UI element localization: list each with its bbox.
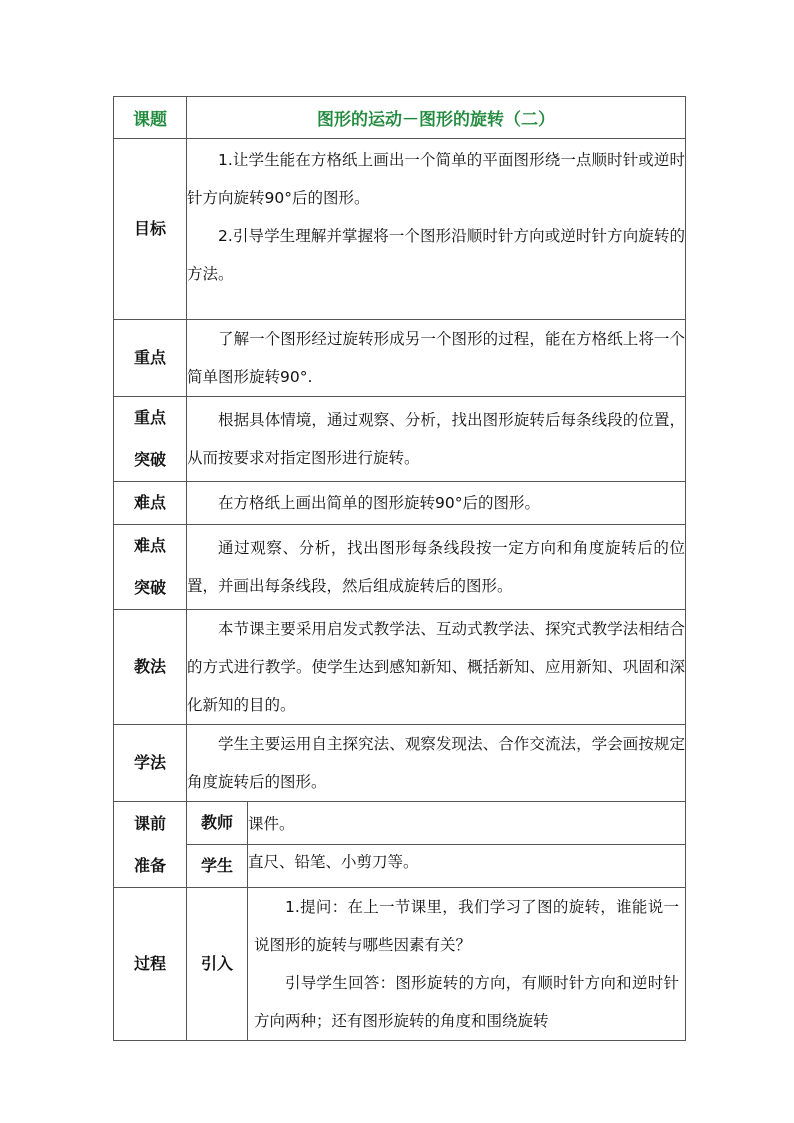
lesson-title: 图形的运动－图形的旋转（二） (187, 97, 686, 139)
prep-label: 课前 准备 (114, 802, 187, 888)
process-item-2: 引导学生回答：图形旋转的方向，有顺时针方向和逆时针方向两种；还有图形旋转的角度和围绕旋转 (254, 974, 679, 1030)
key-row (114, 320, 686, 397)
difficulty-label: 难点 (114, 482, 187, 525)
student-label: 学生 (187, 845, 248, 888)
title-row (114, 97, 686, 139)
diff-break-row (114, 525, 686, 610)
prep-teacher-row (114, 802, 686, 845)
key-break-row (114, 397, 686, 482)
process-row (114, 888, 686, 1041)
difficulty-row (114, 482, 686, 525)
goal-item-2: 2.引导学生理解并掌握将一个图形沿顺时针方向或逆时针方向旋转的方法。 (187, 227, 685, 283)
process-item-1: 1.提问：在上一节课里，我们学习了图的旋转，谁能说一说图形的旋转与哪些因素有关？ (254, 898, 679, 954)
key-break-text: 根据具体情境，通过观察、分析，找出图形旋转后每条线段的位置，从而按要求对指定图形进行旋转。 (187, 411, 685, 467)
process-content (248, 888, 686, 1041)
learning-row (114, 725, 686, 802)
topic-label: 课题 (114, 97, 187, 139)
method-label: 教法 (114, 610, 187, 725)
intro-label: 引入 (187, 888, 248, 1041)
learning-label: 学法 (114, 725, 187, 802)
goal-label: 目标 (114, 139, 187, 320)
lesson-plan-table (113, 96, 686, 1041)
process-label: 过程 (114, 888, 187, 1041)
prep-student-row (114, 845, 686, 888)
teacher-text: 课件。 (248, 802, 686, 845)
difficulty-text: 在方格纸上画出简单的图形旋转90°后的图形。 (218, 494, 540, 512)
diff-break-text: 通过观察、分析，找出图形每条线段按一定方向和角度旋转后的位置，并画出每条线段，然后组成旋转后的图形。 (187, 539, 685, 595)
goal-content (187, 139, 686, 320)
teacher-label: 教师 (187, 802, 248, 845)
method-text: 本节课主要采用启发式教学法、互动式教学法、探究式教学法相结合的方式进行教学。使学生达到感知新知、概括新知、应用新知、巩固和深化新知的目的。 (187, 620, 685, 714)
student-text: 直尺、铅笔、小剪刀等。 (248, 845, 686, 888)
key-text: 了解一个图形经过旋转形成另一个图形的过程，能在方格纸上将一个简单图形旋转90°. (187, 330, 685, 386)
learning-text: 学生主要运用自主探究法、观察发现法、合作交流法，学会画按规定角度旋转后的图形。 (187, 735, 685, 791)
goal-row (114, 139, 686, 320)
goal-item-1: 1.让学生能在方格纸上画出一个简单的平面图形绕一点顺时针或逆时针方向旋转90°后的图形。 (187, 151, 685, 207)
key-label: 重点 (114, 320, 187, 397)
key-break-label: 重点 突破 (114, 397, 187, 482)
method-row (114, 610, 686, 725)
diff-break-label: 难点 突破 (114, 525, 187, 610)
